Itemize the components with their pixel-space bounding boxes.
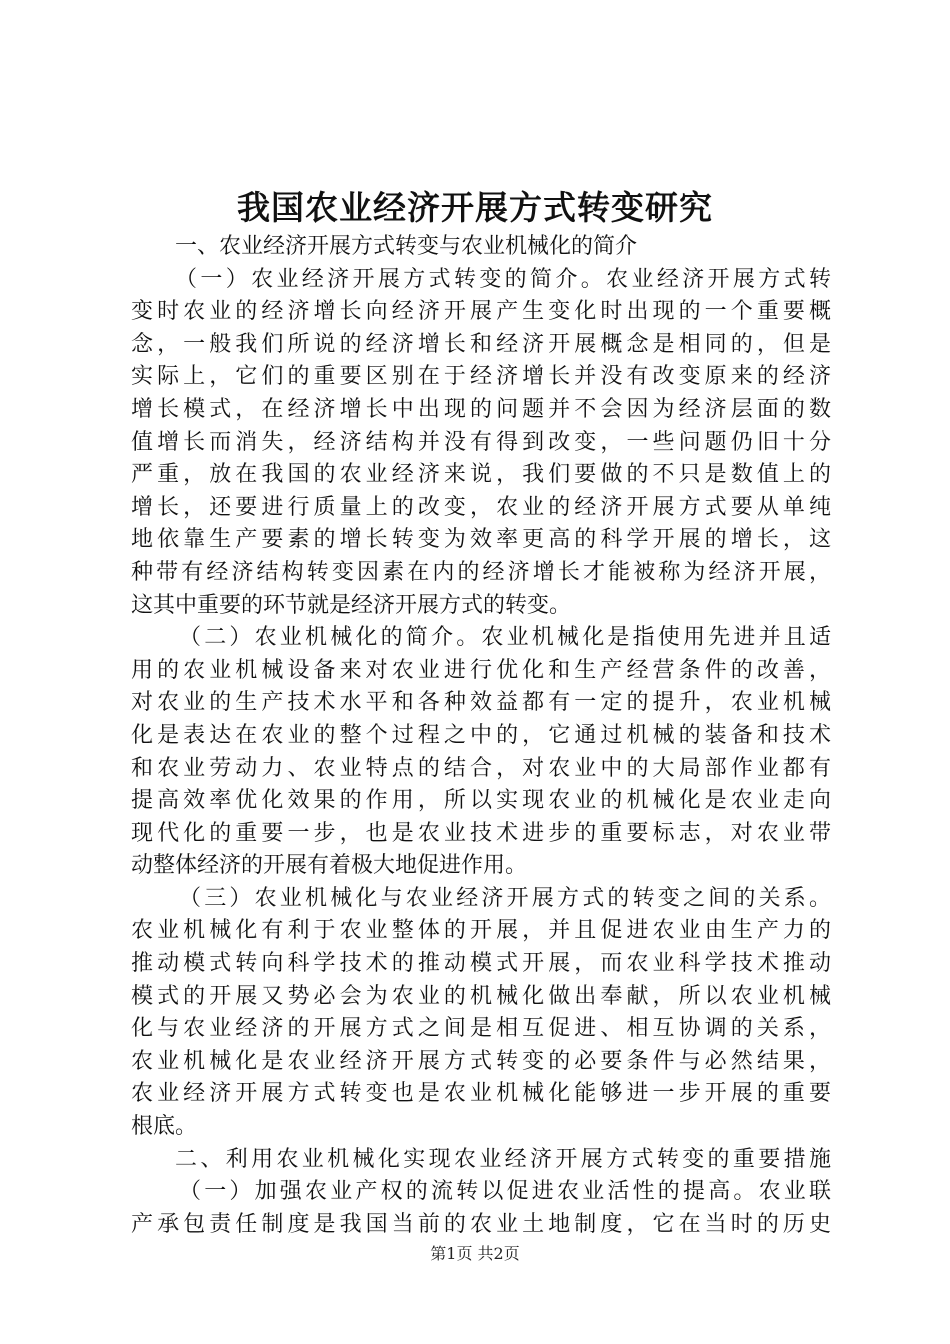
text-line: 用的农业机械设备来对农业进行优化和生产经营条件的改善， (131, 657, 831, 683)
text-line: 增长模式，在经济增长中出现的问题并不会因为经济层面的数 (131, 396, 831, 422)
text-line: （一）农业经济开展方式转变的简介。农业经济开展方式转 (175, 266, 831, 292)
text-line: 模式的开展又势必会为农业的机械化做出奉献，所以农业机械 (131, 983, 831, 1009)
text-line: 严重，放在我国的农业经济来说，我们要做的不只是数值上的 (131, 462, 831, 488)
text-line: 动整体经济的开展有着极大地促进作用。 (131, 853, 528, 879)
text-line: 念，一般我们所说的经济增长和经济开展概念是相同的，但是 (131, 331, 831, 357)
text-line: （三）农业机械化与农业经济开展方式的转变之间的关系。 (179, 885, 831, 911)
text-line: 化与农业经济的开展方式之间是相互促进、相互协调的关系， (131, 1016, 831, 1042)
text-line: 对农业的生产技术水平和各种效益都有一定的提升，农业机械 (131, 690, 831, 716)
text-line: 和农业劳动力、农业特点的结合，对农业中的大局部作业都有 (131, 755, 831, 781)
text-line: 农业机械化有利于农业整体的开展，并且促进农业由生产力的 (131, 918, 831, 944)
text-line: 提高效率优化效果的作用，所以实现农业的机械化是农业走向 (131, 788, 831, 814)
text-line: 二、利用农业机械化实现农业经济开展方式转变的重要措施 (175, 1146, 831, 1172)
page-number: 第1页 共2页 (430, 1244, 520, 1263)
text-line: 农业机械化是农业经济开展方式转变的必要条件与必然结果， (131, 1048, 831, 1074)
text-line: 种带有经济结构转变因素在内的经济增长才能被称为经济开展， (131, 559, 831, 585)
text-line: （一）加强农业产权的流转以促进农业活性的提高。农业联 (179, 1179, 831, 1205)
text-line: 化是表达在农业的整个过程之中的，它通过机械的装备和技术 (131, 722, 831, 748)
text-line: 增长，还要进行质量上的改变，农业的经济开展方式要从单纯 (131, 494, 831, 520)
text-line: 推动模式转向科学技术的推动模式开展，而农业科学技术推动 (131, 951, 831, 977)
text-line: 值增长而消失，经济结构并没有得到改变，一些问题仍旧十分 (131, 429, 831, 455)
text-line: 这其中重要的环节就是经济开展方式的转变。 (131, 592, 572, 618)
document-body (131, 231, 831, 1241)
text-line: （二）农业机械化的简介。农业机械化是指使用先进并且适 (179, 625, 831, 651)
text-line: 产承包责任制度是我国当前的农业土地制度，它在当时的历史 (131, 1211, 831, 1237)
text-line: 一、农业经济开展方式转变与农业机械化的简介 (175, 234, 638, 259)
text-line: 根底。 (131, 1114, 198, 1140)
text-line: 变时农业的经济增长向经济开展产生变化时出现的一个重要概 (131, 299, 831, 325)
text-line: 农业经济开展方式转变也是农业机械化能够进一步开展的重要 (131, 1081, 831, 1107)
text-line: 地依靠生产要素的增长转变为效率更高的科学开展的增长，这 (131, 527, 831, 553)
text-line: 实际上，它们的重要区别在于经济增长并没有改变原来的经济 (131, 364, 831, 390)
document-title: 我国农业经济开展方式转变研究 (237, 188, 713, 227)
text-line: 现代化的重要一步，也是农业技术进步的重要标志，对农业带 (131, 820, 831, 846)
